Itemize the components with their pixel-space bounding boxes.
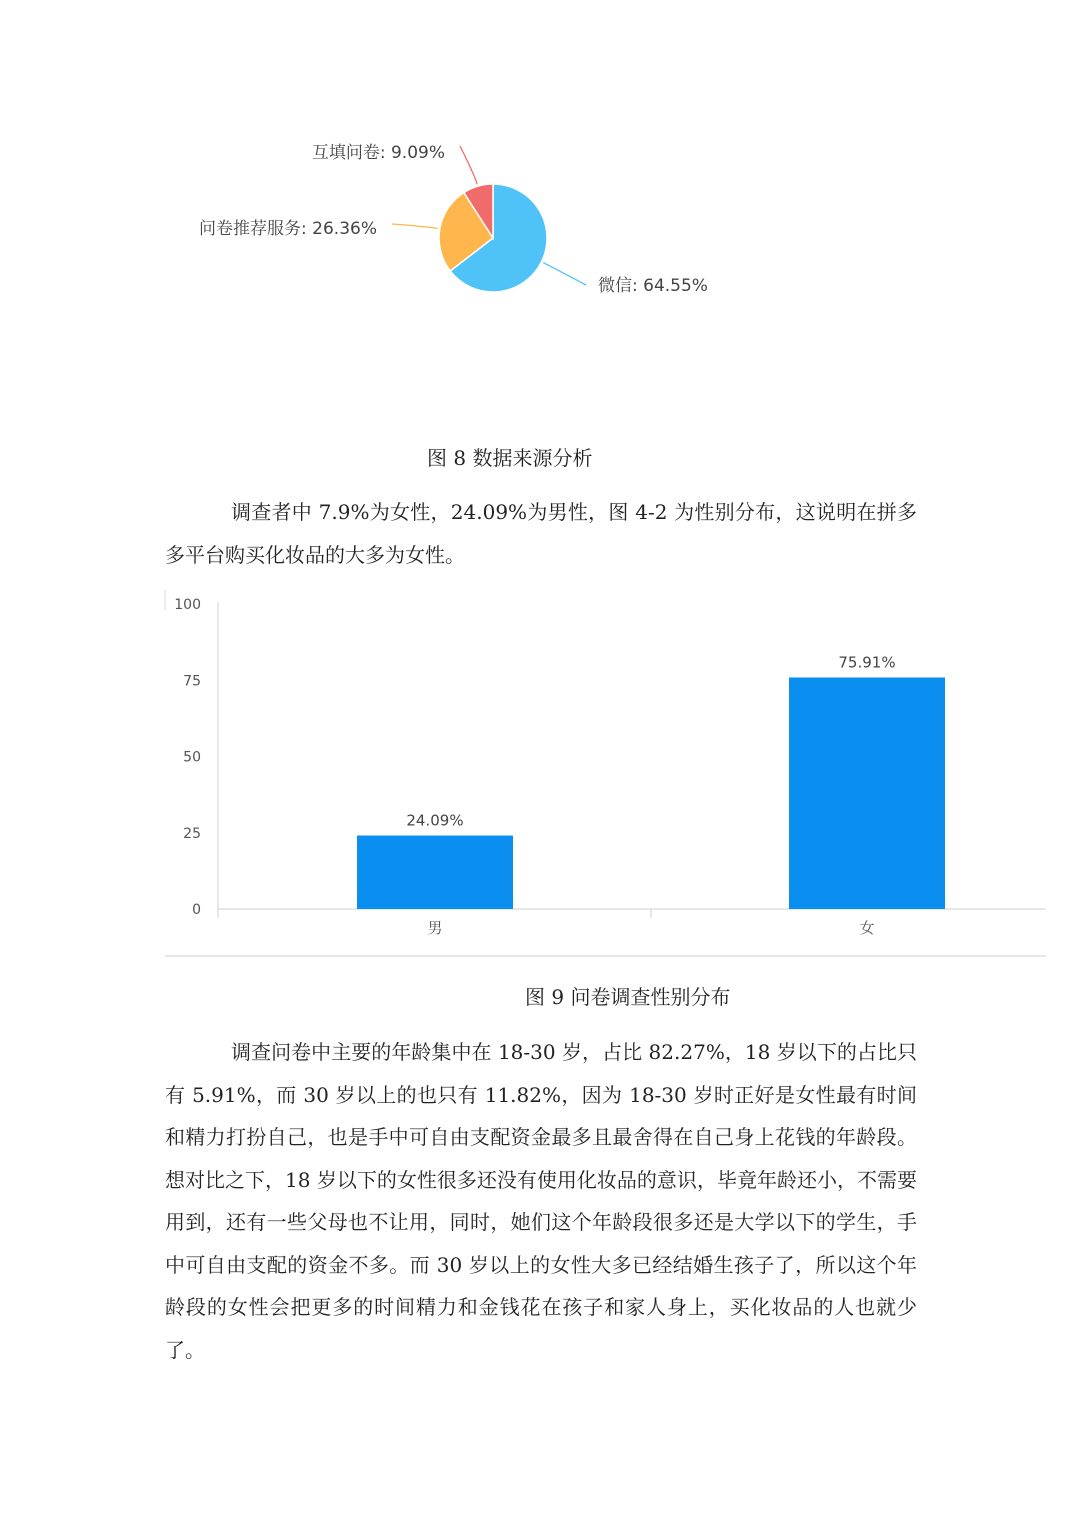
paragraph-gender: 调查者中 7.9%为女性，24.09%为男性，图 4-2 为性别分布，这说明在拼多多平台购买化妆品的大多为女性。 <box>165 500 917 567</box>
figure-9-caption: 图 9 问卷调查性别分布 <box>525 985 731 1009</box>
pie-leader-line <box>460 146 477 184</box>
bar <box>789 677 945 909</box>
y-tick-label: 25 <box>183 825 201 842</box>
figure-8-caption: 图 8 数据来源分析 <box>427 446 593 470</box>
x-tick-label: 女 <box>859 919 875 937</box>
bar-data-label: 24.09% <box>406 811 464 830</box>
pie-leader-line <box>543 263 586 285</box>
pie-chart <box>0 0 1080 360</box>
y-tick-label: 0 <box>192 902 201 918</box>
bar-chart <box>0 580 1080 970</box>
bar-data-label: 75.91% <box>838 653 896 672</box>
y-tick-label: 50 <box>183 749 201 766</box>
y-tick-label: 100 <box>174 597 201 613</box>
pie-slice-label: 问卷推荐服务: 26.36% <box>199 219 377 239</box>
bar <box>357 836 513 909</box>
x-tick-label: 男 <box>427 919 443 937</box>
pie-slice-label: 互填问卷: 9.09% <box>311 143 445 163</box>
y-tick-label: 75 <box>183 673 201 690</box>
pie-slice-label: 微信: 64.55% <box>598 276 708 296</box>
pie-leader-line <box>392 224 438 228</box>
paragraph-age: 调查问卷中主要的年龄集中在 18-30 岁，占比 82.27%，18 岁以下的占比只有 5.91%，而 30 岁以上的也只有 11.82%，因为 18-30 岁时正好是女性最有时间和精力打扮自己，也是手中可自由支配资金最多且最舍得在自己身上花钱的年龄段。想对比之下，18 岁以下的女性很多还没有使用化妆品的意识，毕竟年龄还小，不需要用到，还有一些父母也不让用，同时，她们这个年龄段很多还是大学以下的学生，手中可自由支配的资金不多。而 30 岁以上的女性大多已经结婚生孩子了，所以这个年龄段的女性会把更多的时间精力和金钱花在孩子和家人身上，买化妆品的人也就少了。 <box>165 1040 917 1362</box>
